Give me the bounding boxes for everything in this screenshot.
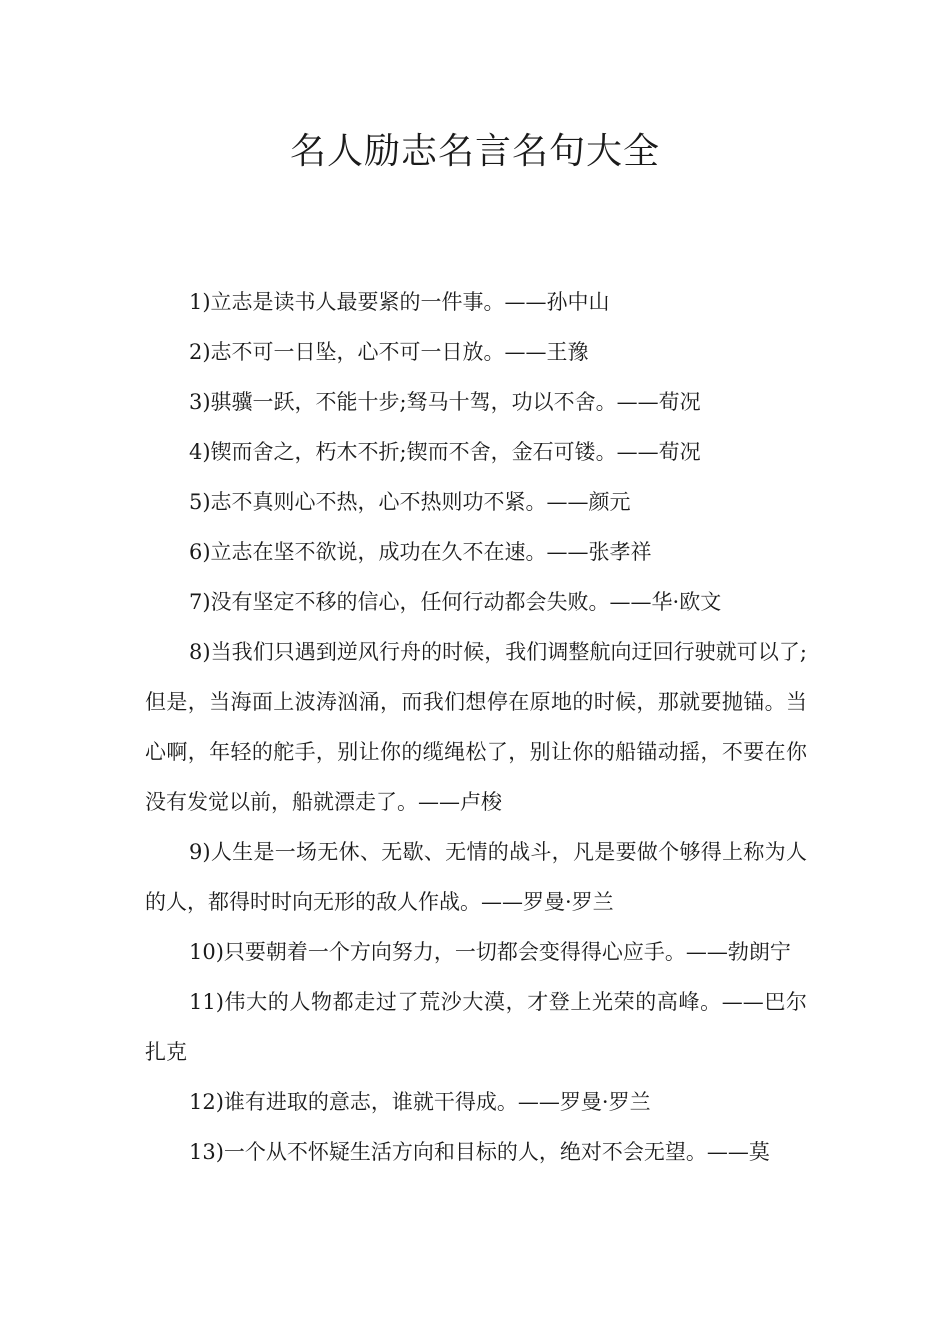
quote-paragraph: 4)锲而舍之，朽木不折;锲而不舍，金石可镂。——荀况 (189, 440, 701, 464)
document-title: 名人励志名言名句大全 (289, 131, 660, 172)
quote-paragraph: 9)人生是一场无休、无歇、无情的战斗，凡是要做个够得上称为人的人，都得时时向无形的敌人作战。——罗曼·罗兰 (145, 840, 807, 914)
quote-paragraph: 6)立志在坚不欲说，成功在久不在速。——张孝祥 (189, 540, 652, 564)
quote-paragraph: 8)当我们只遇到逆风行舟的时候，我们调整航向迂回行驶就可以了;但是，当海面上波涛汹涌，而我们想停在原地的时候，那就要抛锚。当心啊，年轻的舵手，别让你的缆绳松了，别让你的船锚动摇，不要在你没有发觉以前，船就漂走了。——卢梭 (145, 640, 807, 814)
quote-list (145, 277, 807, 1177)
quote-paragraph: 13)一个从不怀疑生活方向和目标的人，绝对不会无望。——莫 (189, 1140, 770, 1164)
quote-paragraph: 1)立志是读书人最要紧的一件事。——孙中山 (189, 290, 610, 314)
quote-paragraph: 7)没有坚定不移的信心，任何行动都会失败。——华·欧文 (189, 590, 722, 614)
quote-paragraph: 12)谁有进取的意志，谁就干得成。——罗曼·罗兰 (189, 1090, 651, 1114)
quote-paragraph: 3)骐骥一跃，不能十步;驽马十驾，功以不舍。——荀况 (189, 390, 701, 414)
quote-paragraph: 2)志不可一日坠，心不可一日放。——王豫 (189, 340, 589, 364)
quote-paragraph: 10)只要朝着一个方向努力，一切都会变得得心应手。——勃朗宁 (189, 940, 791, 964)
quote-paragraph: 11)伟大的人物都走过了荒沙大漠，才登上光荣的高峰。——巴尔扎克 (145, 990, 807, 1064)
quote-paragraph: 5)志不真则心不热，心不热则功不紧。——颜元 (189, 490, 631, 514)
